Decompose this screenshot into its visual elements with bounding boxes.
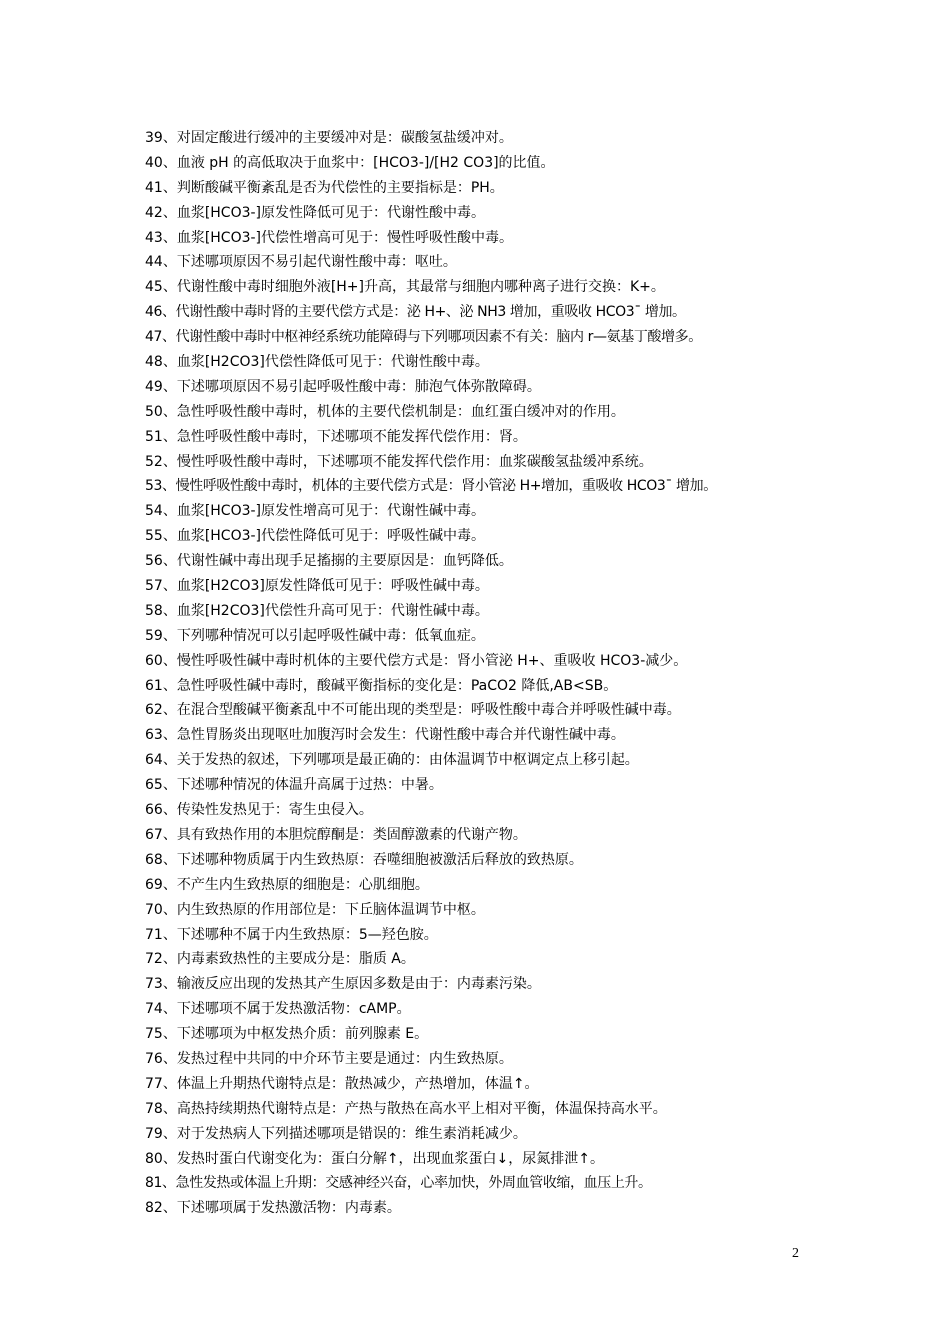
qa-line-42: 42、血浆[HCO3-]原发性降低可见于：代谢性酸中毒。 [145, 204, 486, 221]
qa-line-57: 57、血浆[H2CO3]原发性降低可见于：呼吸性碱中毒。 [145, 578, 489, 595]
qa-line-78: 78、高热持续期热代谢特点是：产热与散热在高水平上相对平衡，体温保持高水平。 [145, 1100, 667, 1117]
qa-line-61: 61、急性呼吸性碱中毒时，酸碱平衡指标的变化是：PaCO2 降低,AB<SB。 [145, 677, 618, 694]
qa-line-58: 58、血浆[H2CO3]代偿性升高可见于：代谢性碱中毒。 [145, 602, 489, 619]
qa-line-73: 73、输液反应出现的发热其产生原因多数是由于：内毒素污染。 [145, 976, 541, 993]
qa-line-76: 76、发热过程中共同的中介环节主要是通过：内生致热原。 [145, 1050, 513, 1067]
qa-line-71: 71、下述哪种不属于内生致热原：5—羟色胺。 [145, 926, 438, 943]
qa-line-63: 63、急性胃肠炎出现呕吐加腹泻时会发生：代谢性酸中毒合并代谢性碱中毒。 [145, 727, 625, 744]
qa-line-43: 43、血浆[HCO3-]代偿性增高可见于：慢性呼吸性酸中毒。 [145, 229, 514, 246]
qa-line-52: 52、慢性呼吸性酸中毒时，下述哪项不能发挥代偿作用：血浆碳酸氢盐缓冲系统。 [145, 453, 653, 470]
qa-line-54: 54、血浆[HCO3-]原发性增高可见于：代谢性碱中毒。 [145, 503, 486, 520]
qa-line-69: 69、不产生内生致热原的细胞是：心肌细胞。 [145, 876, 429, 893]
qa-line-55: 55、血浆[HCO3-]代偿性降低可见于：呼吸性碱中毒。 [145, 528, 486, 545]
qa-line-48: 48、血浆[H2CO3]代偿性降低可见于：代谢性酸中毒。 [145, 354, 489, 371]
qa-line-62: 62、在混合型酸碱平衡紊乱中不可能出现的类型是：呼吸性酸中毒合并呼吸性碱中毒。 [145, 702, 681, 719]
qa-line-56: 56、代谢性碱中毒出现手足搐搦的主要原因是：血钙降低。 [145, 553, 513, 570]
qa-line-74: 74、下述哪项不属于发热激活物：cAMP。 [145, 1001, 411, 1018]
qa-line-72: 72、内毒素致热性的主要成分是：脂质 A。 [145, 951, 415, 968]
qa-line-46: 46、代谢性酸中毒时肾的主要代偿方式是：泌 H+、泌 NH3 增加，重吸收 HCO3ˉ 增加。 [145, 304, 686, 321]
qa-line-40: 40、血液 pH 的高低取决于血浆中：[HCO3-]/[H2 CO3]的比值。 [145, 154, 555, 171]
qa-line-49: 49、下述哪项原因不易引起呼吸性酸中毒：肺泡气体弥散障碍。 [145, 378, 541, 395]
qa-line-45: 45、代谢性酸中毒时细胞外液[H+]升高，其最常与细胞内哪种离子进行交换：K+。 [145, 279, 665, 296]
qa-line-59: 59、下列哪种情况可以引起呼吸性碱中毒：低氧血症。 [145, 627, 485, 644]
question-answer-list [145, 126, 845, 1221]
qa-line-67: 67、具有致热作用的本胆烷醇酮是：类固醇激素的代谢产物。 [145, 826, 527, 843]
qa-line-81: 81、急性发热或体温上升期：交感神经兴奋，心率加快，外周血管收缩，血压上升。 [145, 1175, 652, 1192]
qa-line-51: 51、急性呼吸性酸中毒时，下述哪项不能发挥代偿作用：肾。 [145, 428, 527, 445]
page-number: 2 [792, 1246, 799, 1261]
qa-line-82: 82、下述哪项属于发热激活物：内毒素。 [145, 1200, 401, 1217]
qa-line-41: 41、判断酸碱平衡紊乱是否为代偿性的主要指标是：PH。 [145, 179, 504, 196]
qa-line-65: 65、下述哪种情况的体温升高属于过热：中暑。 [145, 777, 443, 794]
qa-line-64: 64、关于发热的叙述，下列哪项是最正确的：由体温调节中枢调定点上移引起。 [145, 752, 639, 769]
qa-line-44: 44、下述哪项原因不易引起代谢性酸中毒：呕吐。 [145, 254, 457, 271]
qa-line-47: 47、代谢性酸中毒时中枢神经系统功能障碍与下列哪项因素不有关：脑内 r—氨基丁酸增多。 [145, 329, 702, 346]
qa-line-79: 79、对于发热病人下列描述哪项是错误的：维生素消耗减少。 [145, 1125, 527, 1142]
qa-line-60: 60、慢性呼吸性碱中毒时机体的主要代偿方式是：肾小管泌 H+、重吸收 HCO3-减少。 [145, 652, 688, 669]
qa-line-70: 70、内生致热原的作用部位是：下丘脑体温调节中枢。 [145, 901, 485, 918]
qa-line-77: 77、体温上升期热代谢特点是：散热减少，产热增加，体温↑。 [145, 1075, 539, 1092]
qa-line-39: 39、对固定酸进行缓冲的主要缓冲对是：碳酸氢盐缓冲对。 [145, 130, 513, 146]
qa-line-75: 75、下述哪项为中枢发热介质：前列腺素 E。 [145, 1026, 429, 1043]
qa-line-66: 66、传染性发热见于：寄生虫侵入。 [145, 802, 373, 819]
qa-line-68: 68、下述哪种物质属于内生致热原：吞噬细胞被激活后释放的致热原。 [145, 851, 583, 868]
qa-line-50: 50、急性呼吸性酸中毒时，机体的主要代偿机制是：血红蛋白缓冲对的作用。 [145, 403, 625, 420]
qa-line-53: 53、慢性呼吸性酸中毒时，机体的主要代偿方式是：肾小管泌 H+增加，重吸收 HCO3ˉ 增加。 [145, 478, 717, 495]
qa-line-80: 80、发热时蛋白代谢变化为：蛋白分解↑，出现血浆蛋白↓，尿氮排泄↑。 [145, 1150, 605, 1167]
